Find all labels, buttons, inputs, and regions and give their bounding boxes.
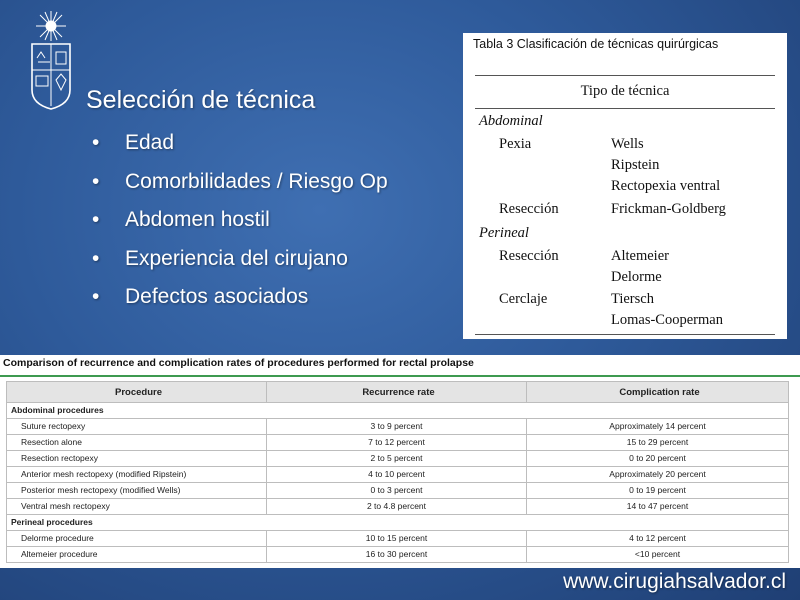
bullet-list bbox=[92, 128, 388, 321]
bullet-text: Experiencia del cirujano bbox=[125, 246, 348, 270]
table-row bbox=[7, 483, 789, 499]
bullet-item bbox=[92, 205, 388, 244]
complication-cell: 15 to 29 percent bbox=[527, 435, 789, 451]
recurrence-cell: 16 to 30 percent bbox=[267, 547, 527, 563]
table-rule bbox=[475, 334, 775, 335]
technique-frickman: Frickman-Goldberg bbox=[611, 201, 726, 217]
footer-url: www.cirugiahsalvador.cl bbox=[563, 570, 786, 593]
bullet-text: Defectos asociados bbox=[125, 285, 309, 308]
technique-delorme: Delorme bbox=[611, 269, 662, 285]
section-row bbox=[7, 515, 789, 531]
technique-altemeier: Altemeier bbox=[611, 248, 669, 264]
bullet-item bbox=[92, 167, 388, 206]
bullet-text: Comorbilidades / Riesgo Op bbox=[125, 169, 388, 193]
group-label-abdominal: Abdominal bbox=[479, 113, 543, 129]
section-label: Perineal procedures bbox=[7, 515, 789, 531]
table-row bbox=[7, 467, 789, 483]
complication-cell: 0 to 20 percent bbox=[527, 451, 789, 467]
technique-lomas: Lomas-Cooperman bbox=[611, 312, 723, 328]
table-row bbox=[7, 451, 789, 467]
classification-table bbox=[463, 33, 787, 339]
bullet-dot-icon: • bbox=[92, 131, 100, 154]
recurrence-cell: 2 to 4.8 percent bbox=[267, 499, 527, 515]
slide-title: Selección de técnica bbox=[86, 86, 316, 114]
procedure-cell: Ventral mesh rectopexy bbox=[7, 499, 267, 515]
table-header-row bbox=[7, 382, 789, 403]
technique-rectopexia: Rectopexia ventral bbox=[611, 178, 721, 194]
comparison-table-title: Comparison of recurrence and complication rates of procedures performed for rectal prolapse bbox=[3, 357, 474, 369]
bullet-dot-icon: • bbox=[92, 246, 100, 270]
recurrence-cell: 0 to 3 percent bbox=[267, 483, 527, 499]
procedure-cell: Delorme procedure bbox=[7, 531, 267, 547]
complication-cell: 4 to 12 percent bbox=[527, 531, 789, 547]
title-underline bbox=[0, 375, 800, 377]
table-row bbox=[7, 419, 789, 435]
recurrence-cell: 3 to 9 percent bbox=[267, 419, 527, 435]
technique-wells: Wells bbox=[611, 136, 644, 152]
bullet-text: Abdomen hostil bbox=[125, 208, 270, 231]
recurrence-cell: 2 to 5 percent bbox=[267, 451, 527, 467]
complication-cell: 0 to 19 percent bbox=[527, 483, 789, 499]
classification-table-caption: Tabla 3 Clasificación de técnicas quirúrgicas bbox=[473, 37, 719, 51]
table-rule bbox=[475, 75, 775, 76]
recurrence-cell: 10 to 15 percent bbox=[267, 531, 527, 547]
bullet-item bbox=[92, 282, 388, 321]
table-row bbox=[7, 435, 789, 451]
recurrence-cell: 7 to 12 percent bbox=[267, 435, 527, 451]
comparison-table-panel bbox=[0, 355, 800, 568]
table-row bbox=[7, 499, 789, 515]
table-rule bbox=[475, 108, 775, 109]
column-header: Procedure bbox=[7, 382, 267, 403]
column-header: Recurrence rate bbox=[267, 382, 527, 403]
comparison-table bbox=[6, 381, 789, 563]
recurrence-cell: 4 to 10 percent bbox=[267, 467, 527, 483]
section-row bbox=[7, 403, 789, 419]
subtype-cerclaje: Cerclaje bbox=[499, 291, 548, 307]
technique-ripstein: Ripstein bbox=[611, 157, 660, 173]
bullet-item bbox=[92, 128, 388, 167]
subtype-reseccion: Resección bbox=[499, 248, 559, 264]
procedure-cell: Resection rectopexy bbox=[7, 451, 267, 467]
table-row bbox=[7, 547, 789, 563]
procedure-cell: Posterior mesh rectopexy (modified Wells) bbox=[7, 483, 267, 499]
subtype-pexia: Pexia bbox=[499, 136, 532, 152]
column-header: Complication rate bbox=[527, 382, 789, 403]
procedure-cell: Suture rectopexy bbox=[7, 419, 267, 435]
bullet-dot-icon: • bbox=[92, 208, 100, 231]
bullet-dot-icon: • bbox=[92, 285, 100, 308]
university-crest-logo bbox=[26, 10, 76, 110]
complication-cell: <10 percent bbox=[527, 547, 789, 563]
procedure-cell: Anterior mesh rectopexy (modified Ripstein) bbox=[7, 467, 267, 483]
bullet-dot-icon: • bbox=[92, 169, 100, 193]
bullet-text: Edad bbox=[125, 131, 175, 154]
complication-cell: Approximately 14 percent bbox=[527, 419, 789, 435]
procedure-cell: Resection alone bbox=[7, 435, 267, 451]
technique-tiersch: Tiersch bbox=[611, 291, 654, 307]
section-label: Abdominal procedures bbox=[7, 403, 789, 419]
procedure-cell: Altemeier procedure bbox=[7, 547, 267, 563]
classification-table-header: Tipo de técnica bbox=[580, 83, 670, 99]
table-row bbox=[7, 531, 789, 547]
group-label-perineal: Perineal bbox=[479, 225, 529, 241]
subtype-reseccion: Resección bbox=[499, 201, 559, 217]
bullet-item bbox=[92, 244, 388, 283]
complication-cell: Approximately 20 percent bbox=[527, 467, 789, 483]
complication-cell: 14 to 47 percent bbox=[527, 499, 789, 515]
